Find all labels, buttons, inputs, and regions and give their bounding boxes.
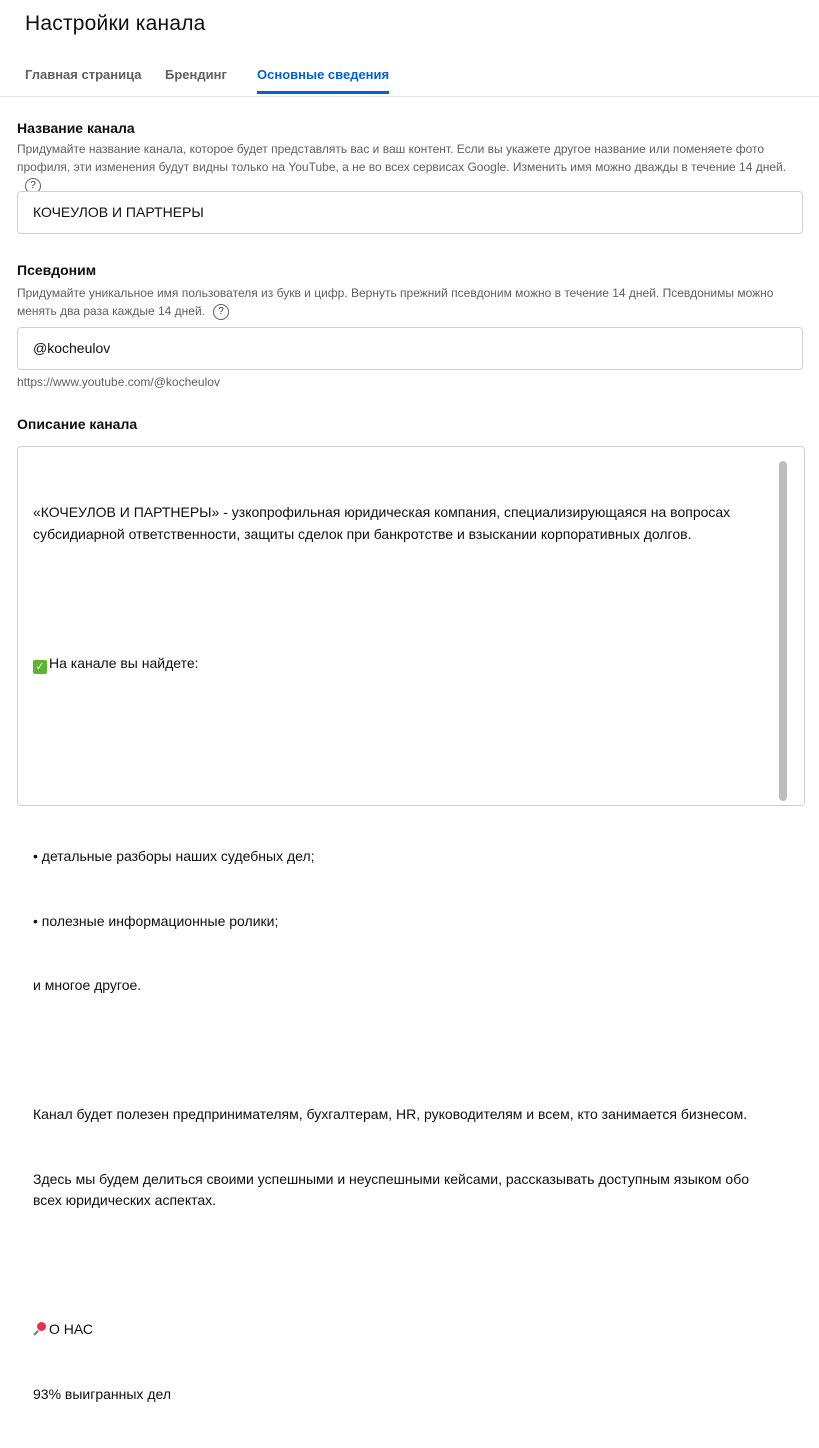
description-line	[33, 588, 773, 610]
description-line: 93% выигранных дел	[33, 1385, 171, 1402]
description-line: • полезные информационные ролики;	[33, 912, 279, 929]
tab-basic-info[interactable]: Основные сведения	[257, 67, 389, 94]
pushpin-icon	[33, 1322, 47, 1336]
page-title: Настройки канала	[25, 12, 206, 35]
description-line	[33, 717, 773, 739]
description-line: «КОЧЕУЛОВ И ПАРТНЕРЫ» - узкопрофильная юридическая компания, специализирующаяся на вопросах субсидиарной ответственности, защиты сделок при банкротстве и взыскании корпоративных долгов.	[33, 504, 735, 542]
description-line	[33, 1319, 773, 1341]
channel-name-value: КОЧЕУЛОВ И ПАРТНЕРЫ	[33, 204, 204, 220]
check-mark-button-icon: ✓	[33, 660, 47, 674]
tab-bar	[0, 55, 819, 97]
description-textarea[interactable]	[17, 446, 805, 1402]
handle-description-text: Придумайте уникальное имя пользователя из букв и цифр. Вернуть прежний псевдоним можно в течение 14 дней. Псевдонимы можно менять два раза каждые 14 дней.	[17, 286, 774, 318]
handle-title: Псевдоним	[17, 262, 97, 278]
handle-value: @kocheulov	[33, 340, 111, 356]
channel-url: https://www.youtube.com/@kocheulov	[17, 375, 220, 389]
channel-name-title: Название канала	[17, 120, 135, 136]
description-text	[33, 459, 773, 1448]
description-line-text: О НАС	[49, 1321, 94, 1337]
handle-field[interactable]	[17, 327, 803, 370]
description-line: Здесь мы будем делиться своими успешными и неуспешными кейсами, рассказывать доступным языком обо всех юридических аспектах.	[33, 1170, 753, 1208]
channel-name-description	[17, 140, 807, 194]
description-line	[33, 782, 773, 804]
channel-name-field[interactable]	[17, 191, 803, 234]
description-line	[33, 653, 773, 675]
tab-branding[interactable]: Брендинг	[165, 67, 227, 82]
description-line	[33, 1040, 773, 1062]
description-line: и многое другое.	[33, 977, 142, 993]
channel-name-description-text: Придумайте название канала, которое будет представлять вас и ваш контент. Если вы укажете другое название или поменяете фото профиля, эти изменения будут видны только на YouTube, а не во всех сервисах Google. Изменить имя можно дважды в течение 14 дней.	[17, 142, 787, 174]
description-scrollbar[interactable]	[779, 461, 787, 801]
description-line	[33, 1255, 773, 1277]
handle-description	[17, 284, 807, 320]
help-icon[interactable]: ?	[213, 304, 229, 320]
help-icon[interactable]: ?	[25, 178, 41, 194]
description-line: Канал будет полезен предпринимателям, бухгалтерам, HR, руководителям и всем, кто занимается бизнесом.	[33, 1106, 748, 1122]
tab-home-page[interactable]: Главная страница	[25, 67, 142, 82]
description-title: Описание канала	[17, 416, 138, 432]
description-line-text: На канале вы найдете:	[49, 654, 199, 671]
description-line: • детальные разборы наших судебных дел;	[33, 848, 315, 864]
